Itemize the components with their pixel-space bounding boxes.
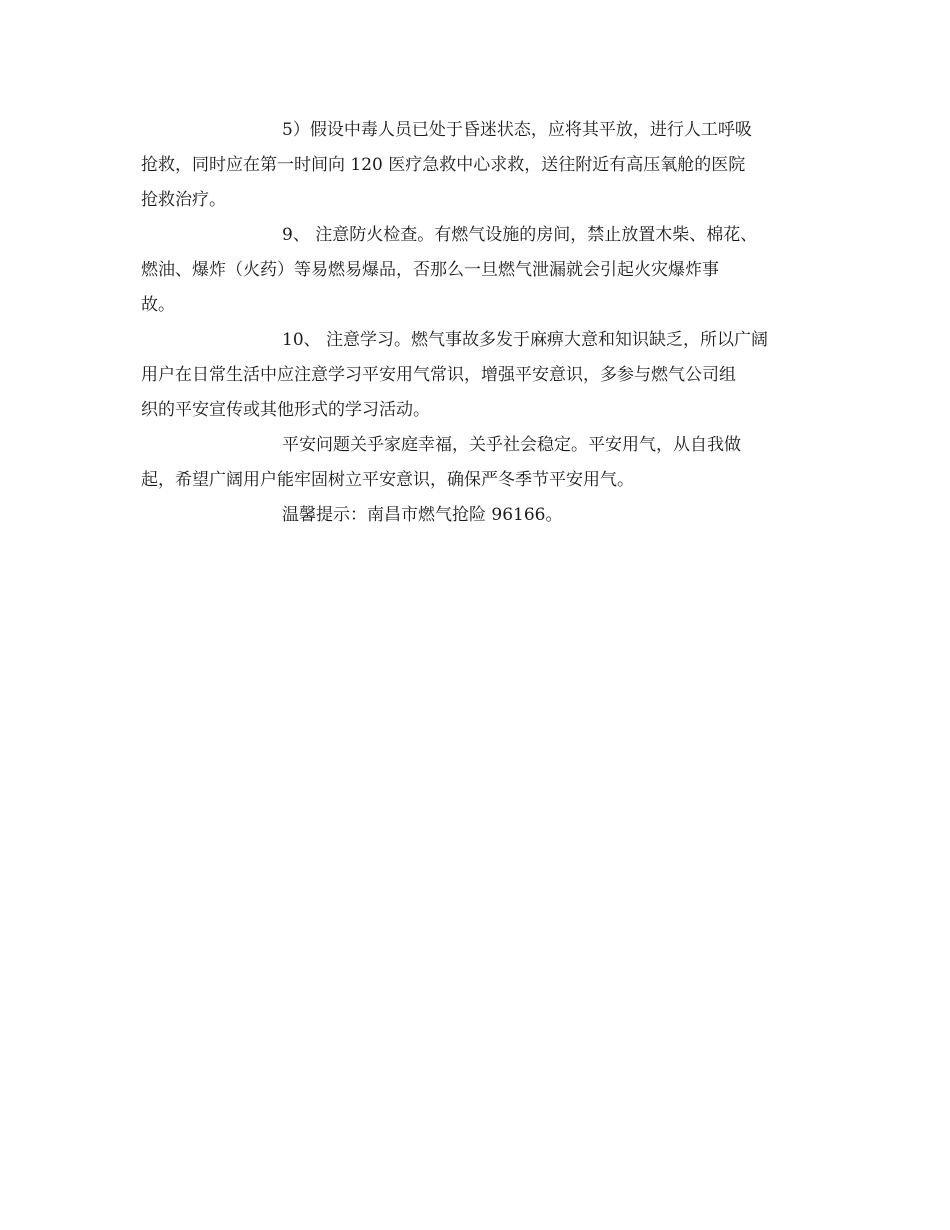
paragraph-line: 平安问题关乎家庭幸福，关乎社会稳定。平安用气，从自我做 [282, 435, 741, 455]
paragraph-item-5 [141, 113, 806, 218]
paragraph-closing [141, 428, 806, 498]
paragraph-tip [141, 498, 806, 533]
paragraph-line: 燃油、爆炸（火药）等易燃易爆品，否那么一旦燃气泄漏就会引起火灾爆炸事 [141, 260, 719, 280]
paragraph-line: 抢救治疗。 [141, 190, 226, 210]
paragraph-line: 用户在日常生活中应注意学习平安用气常识，增强平安意识，多参与燃气公司组 [141, 365, 736, 385]
paragraph-line: 抢救，同时应在第一时间向 120 医疗急救中心求救，送往附近有高压氧舱的医院 [141, 155, 746, 175]
paragraph-line: 织的平安宣传或其他形式的学习活动。 [141, 400, 430, 420]
paragraph-line: 10、 注意学习。燃气事故多发于麻痹大意和知识缺乏，所以广阔 [282, 330, 769, 350]
document-body [141, 113, 806, 533]
paragraph-line: 故。 [141, 295, 175, 315]
paragraph-line: 温馨提示：南昌市燃气抢险 96166。 [282, 505, 563, 525]
paragraph-line: 起，希望广阔用户能牢固树立平安意识，确保严冬季节平安用气。 [141, 470, 634, 490]
paragraph-item-9 [141, 218, 806, 323]
paragraph-line: 5）假设中毒人员已处于昏迷状态，应将其平放，进行人工呼吸 [282, 120, 752, 140]
paragraph-line: 9、 注意防火检查。有燃气设施的房间，禁止放置木柴、棉花、 [282, 225, 758, 245]
paragraph-item-10 [141, 323, 806, 428]
